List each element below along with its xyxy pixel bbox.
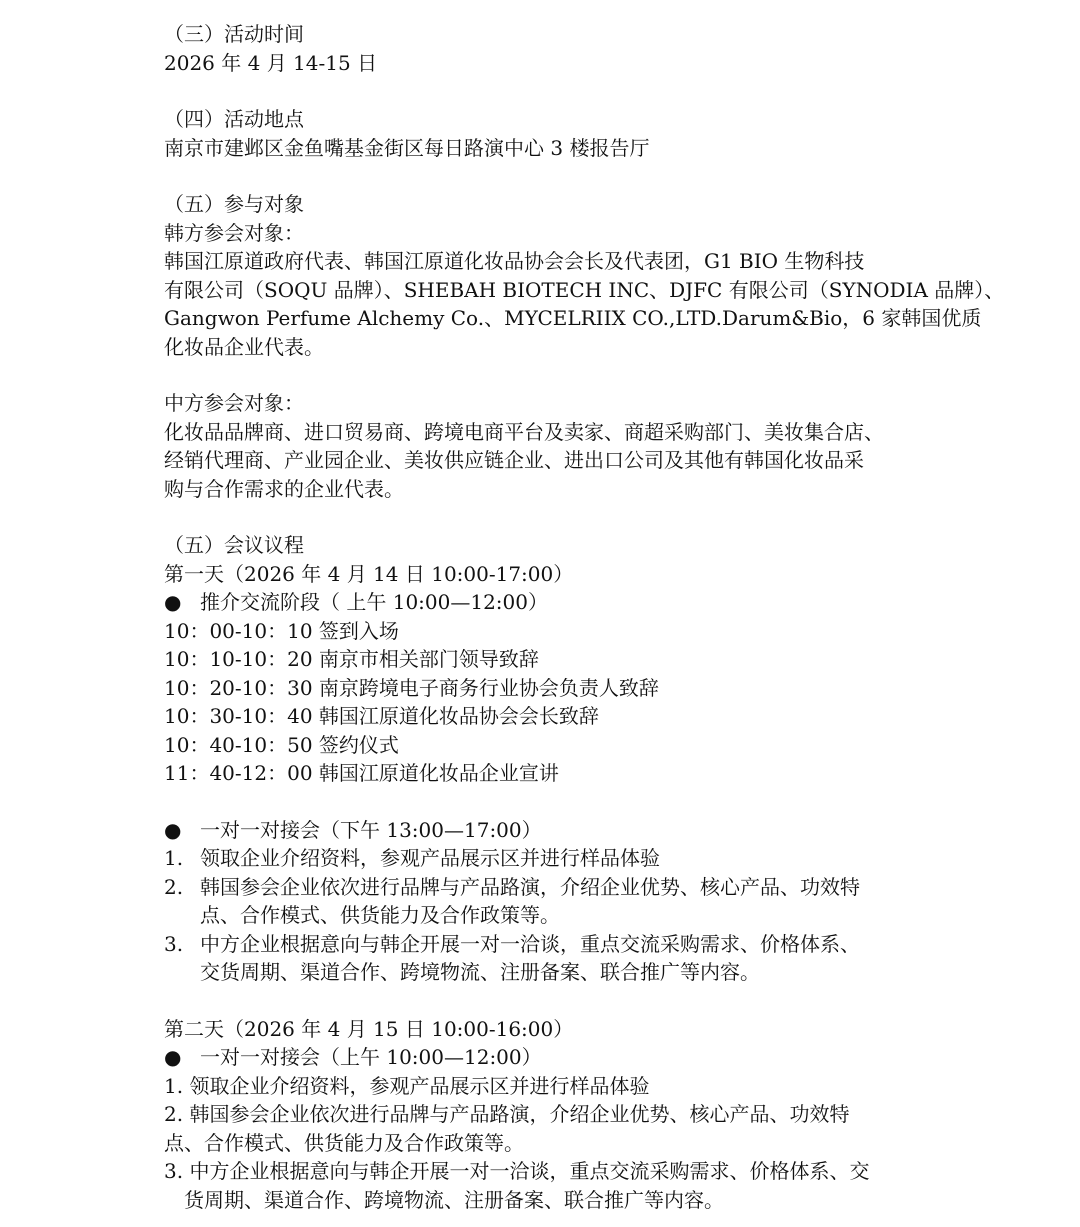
spacer — [164, 987, 924, 1015]
day2-stage-title — [164, 1043, 924, 1072]
agenda-item: 10：30-10：40 韩国江原道化妆品协会会长致辞 — [164, 704, 599, 728]
item-text-continued: 点、合作模式、供货能力及合作政策等。 — [164, 1130, 524, 1155]
chinese-participants-label: 中方参会对象： — [164, 391, 304, 415]
day1-stage1-title — [164, 588, 924, 617]
item-text-continued: 点、合作模式、供货能力及合作政策等。 — [200, 903, 560, 927]
event-location: 南京市建邺区金鱼嘴基金街区每日路演中心 3 楼报告厅 — [164, 135, 650, 160]
korean-participants-text: 有限公司（SOQU 品牌）、SHEBAH BIOTECH INC、DJFC 有限公司（SYNODIA 品牌）、 — [164, 277, 1005, 302]
spacer — [164, 788, 924, 816]
agenda-item: 11：40-12：00 韩国江原道化妆品企业宣讲 — [164, 761, 559, 785]
section-heading-participants: （五）参与对象 — [164, 192, 304, 216]
item-text: 中方企业根据意向与韩企开展一对一洽谈，重点交流采购需求、价格体系、 — [200, 931, 860, 956]
stage-title: 推介交流阶段（ 上午 10:00—12:00） — [200, 590, 548, 614]
item-text: 韩国参会企业依次进行品牌与产品路演，介绍企业优势、核心产品、功效特 — [200, 874, 860, 899]
item-number: 2. — [164, 874, 184, 899]
korean-participants-text: 韩国江原道政府代表、韩国江原道化妆品协会会长及代表团，G1 BIO 生物科技 — [164, 249, 865, 273]
numbered-item: 2. 韩国参会企业依次进行品牌与产品路演，介绍企业优势、核心产品、功效特 — [164, 1102, 850, 1126]
korean-participants-text: Gangwon Perfume Alchemy Co.、MYCELRIIX CO.,LTD.Darum&Bio，6 家韩国优质 — [164, 306, 982, 330]
chinese-participants-text: 经销代理商、产业园企业、美妆供应链企业、进出口公司及其他有韩国化妆品采 — [164, 448, 864, 472]
bullet-icon: ● — [164, 590, 182, 614]
chinese-participants-text: 化妆品品牌商、进口贸易商、跨境电商平台及卖家、商超采购部门、美妆集合店、 — [164, 419, 884, 444]
spacer — [164, 361, 924, 389]
agenda-item: 10：20-10：30 南京跨境电子商务行业协会负责人致辞 — [164, 675, 659, 700]
item-number: 3. — [164, 931, 184, 956]
numbered-item: 1. 领取企业介绍资料，参观产品展示区并进行样品体验 — [164, 1073, 650, 1098]
section-heading-time: （三）活动时间 — [164, 22, 304, 46]
numbered-item: 3. 中方企业根据意向与韩企开展一对一洽谈，重点交流采购需求、价格体系、交 — [164, 1159, 870, 1183]
section-heading-agenda: （五）会议议程 — [164, 533, 304, 557]
spacer — [164, 503, 924, 531]
agenda-item: 10：10-10：20 南京市相关部门领导致辞 — [164, 647, 539, 671]
chinese-participants-text: 购与合作需求的企业代表。 — [164, 476, 404, 501]
korean-participants-label: 韩方参会对象： — [164, 220, 304, 245]
day1-title: 第一天（2026 年 4 月 14 日 10:00-17:00） — [164, 561, 574, 586]
spacer — [164, 77, 924, 105]
day2-title: 第二天（2026 年 4 月 15 日 10:00-16:00） — [164, 1016, 574, 1041]
event-date: 2026 年 4 月 14-15 日 — [164, 50, 378, 75]
stage-title: 一对一对接会（下午 13:00—17:00） — [200, 817, 542, 842]
spacer — [164, 162, 924, 190]
bullet-icon: ● — [164, 1045, 182, 1069]
numbered-item — [164, 873, 924, 902]
numbered-item — [164, 844, 924, 873]
agenda-item: 10：00-10：10 签到入场 — [164, 618, 399, 643]
bullet-icon: ● — [164, 817, 182, 842]
item-text-continued: 交货周期、渠道合作、跨境物流、注册备案、联合推广等内容。 — [200, 960, 760, 984]
numbered-item — [164, 930, 924, 959]
korean-participants-text: 化妆品企业代表。 — [164, 334, 324, 359]
day1-stage2-title — [164, 816, 924, 845]
agenda-item: 10：40-10：50 签约仪式 — [164, 732, 399, 757]
item-number: 1. — [164, 846, 184, 870]
document-page — [164, 20, 1005, 1214]
item-text: 领取企业介绍资料，参观产品展示区并进行样品体验 — [200, 846, 660, 870]
stage-title: 一对一对接会（上午 10:00—12:00） — [200, 1045, 542, 1069]
section-heading-place: （四）活动地点 — [164, 107, 304, 131]
item-text-continued: 货周期、渠道合作、跨境物流、注册备案、联合推广等内容。 — [184, 1187, 724, 1212]
